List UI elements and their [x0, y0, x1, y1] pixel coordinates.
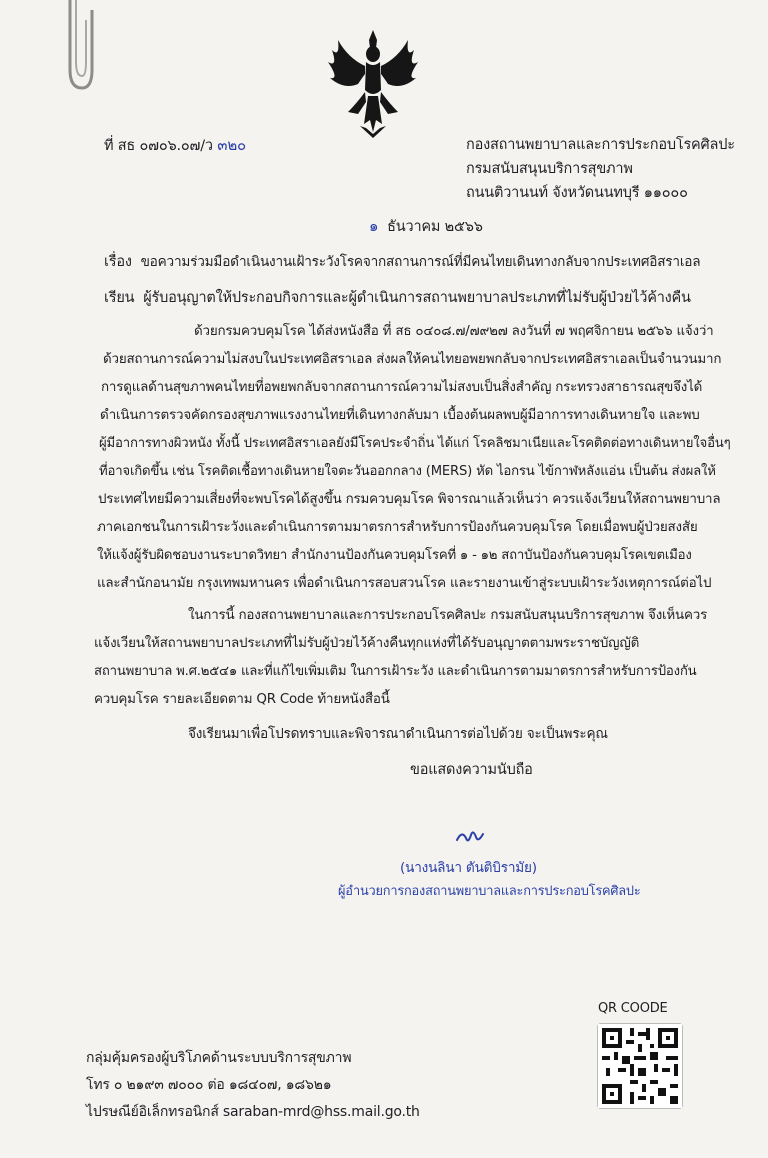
body-line: ให้แจ้งผู้รับผิดชอบงานระบาดวิทยา สำนักงานป้องกันควบคุมโรคที่ ๑ - ๑๒ สถาบันป้องกันควบคุมโรคเขตเมือง — [97, 548, 692, 563]
body-line: ควบคุมโรค รายละเอียดตาม QR Code ท้ายหนังสือนี้ — [94, 692, 390, 707]
subject-text: ขอความร่วมมือดำเนินงานเฝ้าระวังโรคจากสถานการณ์ที่มีคนไทยเดินทางกลับจากประเทศอิสราเอล — [140, 254, 701, 270]
recipient-line — [104, 286, 691, 309]
qr-label: QR COODE — [598, 1001, 668, 1016]
body-line: การดูแลด้านสุขภาพคนไทยที่อพยพกลับจากสถานการณ์ความไม่สงบเป็นสิ่งสำคัญ กระทรวงสาธารณสุขจึงได้ — [101, 380, 703, 395]
body-line: ดำเนินการตรวจคัดกรองสุขภาพแรงงานไทยที่เดินทางกลับมา เบื้องต้นผลพบผู้มีอาการทางเดินหายใจ และพบ — [100, 408, 700, 423]
sender-org: กองสถานพยาบาลและการประกอบโรคศิลปะ — [466, 137, 735, 153]
body-line: ในการนี้ กองสถานพยาบาลและการประกอบโรคศิลปะ กรมสนับสนุนบริการสุขภาพ จึงเห็นควร — [188, 608, 708, 623]
sender-department: กรมสนับสนุนบริการสุขภาพ — [466, 161, 633, 177]
closing-salutation: ขอแสดงความนับถือ — [410, 762, 533, 778]
signer-name: (นางนลินา ตันติบิรามัย) — [400, 860, 537, 876]
footer-phone: โทร ๐ ๒๑๙๓ ๗๐๐๐ ต่อ ๑๘๔๐๗, ๑๘๖๒๑ — [86, 1077, 332, 1093]
sender-address: ถนนติวานนท์ จังหวัดนนทบุรี ๑๑๐๐๐ — [466, 185, 688, 201]
body-line: สถานพยาบาล พ.ศ.๒๕๔๑ และที่แก้ไขเพิ่มเติม ในการเฝ้าระวัง และดำเนินการตามมาตรการสำหรับการป้องกัน — [94, 664, 697, 679]
reference-number-handwritten: ๓๒๐ — [217, 136, 246, 154]
paper-clip-icon — [58, 0, 98, 95]
body-line: ผู้มีอาการทางผิวหนัง ทั้งนี้ ประเทศอิสราเอลยังมีโรคประจำถิ่น ได้แก่ โรคลิชมาเนียและโรคติดต่อทางเดินหายใจอื่นๆ — [99, 436, 731, 451]
reference-number — [104, 133, 246, 157]
footer-email[interactable]: ไปรษณีย์อิเล็กทรอนิกส์ saraban-mrd@hss.mail.go.th — [86, 1104, 420, 1120]
reference-number-text: ที่ สธ ๐๗๐๖.๐๗/ว — [104, 138, 213, 154]
signer-position: ผู้อำนวยการกองสถานพยาบาลและการประกอบโรคศิลปะ — [338, 884, 641, 899]
body-line: และสำนักอนามัย กรุงเทพมหานคร เพื่อดำเนินการสอบสวนโรค และรายงานเข้าสู่ระบบเฝ้าระวังเหตุการณ์ต่อไป — [97, 576, 712, 591]
handwritten-signature-icon — [454, 826, 488, 848]
body-line: แจ้งเวียนให้สถานพยาบาลประเภทที่ไม่รับผู้ป่วยไว้ค้างคืนทุกแห่งที่ได้รับอนุญาตตามพระราชบัญญัติ — [94, 636, 640, 651]
garuda-emblem-icon — [318, 28, 428, 140]
qr-code-icon — [598, 1024, 682, 1108]
date-day-handwritten: ๑ — [369, 217, 379, 235]
subject-label: เรื่อง — [104, 254, 132, 270]
recipient-text: ผู้รับอนุญาตให้ประกอบกิจการและผู้ดำเนินการสถานพยาบาลประเภทที่ไม่รับผู้ป่วยไว้ค้างคืน — [143, 290, 691, 306]
subject-line — [104, 250, 700, 273]
body-line: ที่อาจเกิดขึ้น เช่น โรคติดเชื้อทางเดินหายใจตะวันออกกลาง (MERS) หัด ไอกรน ไข้กาฬหลังแอ่น เป็นต้น ส่งผลให้ — [99, 464, 716, 479]
date-month-year: ธันวาคม ๒๕๖๖ — [387, 219, 483, 235]
body-line: ด้วยสถานการณ์ความไม่สงบในประเทศอิสราเอล ส่งผลให้คนไทยอพยพกลับจากประเทศอิสราเอลเป็นจำนวนมาก — [103, 352, 722, 367]
body-line: ประเทศไทยมีความเสี่ยงที่จะพบโรคได้สูงขึ้น กรมควบคุมโรค พิจารณาแล้วเห็นว่า ควรแจ้งเวียนให้สถานพยาบาล — [98, 492, 721, 507]
footer-division: กลุ่มคุ้มครองผู้บริโภคด้านระบบบริการสุขภาพ — [86, 1050, 352, 1066]
qr-code[interactable] — [597, 1023, 683, 1109]
recipient-label: เรียน — [104, 290, 135, 306]
body-line: ภาคเอกชนในการเฝ้าระวังและดำเนินการตามมาตรการสำหรับการป้องกันควบคุมโรค โดยเมื่อพบผู้ป่วยสงสัย — [97, 520, 698, 535]
closing-request: จึงเรียนมาเพื่อโปรดทราบและพิจารณาดำเนินการต่อไปด้วย จะเป็นพระคุณ — [188, 726, 608, 742]
body-line: ด้วยกรมควบคุมโรค ได้ส่งหนังสือ ที่ สธ ๐๔๐๘.๗/๗๙๒๗ ลงวันที่ ๗ พฤศจิกายน ๒๕๖๖ แจ้งว่า — [194, 324, 714, 339]
letter-date — [369, 214, 483, 238]
